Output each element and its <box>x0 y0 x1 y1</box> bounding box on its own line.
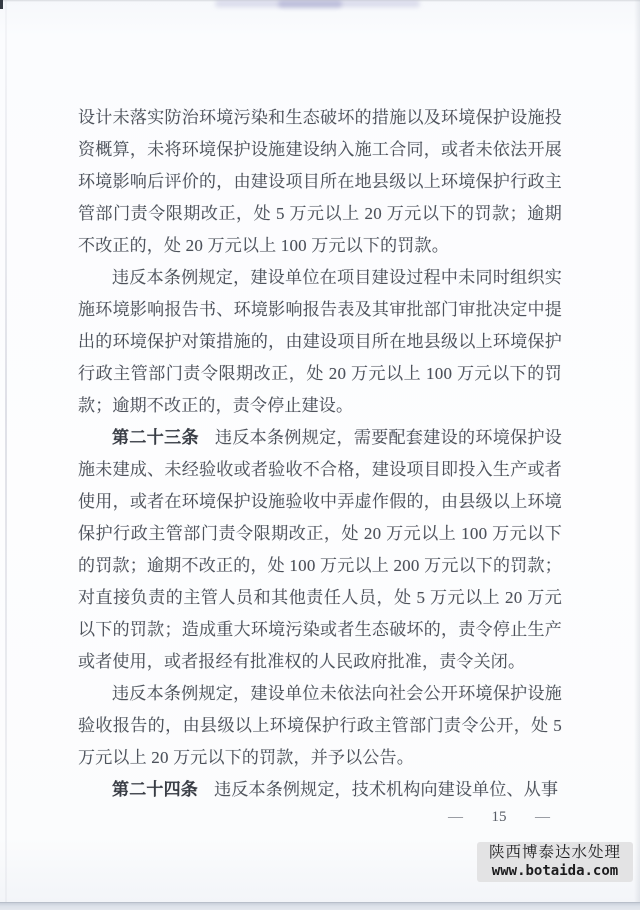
footer-dash-right: — <box>535 810 550 824</box>
paragraph-article-24 <box>78 774 562 806</box>
scan-bleedthrough-artifact <box>278 0 342 8</box>
article-number: 第二十四条 <box>112 780 198 799</box>
watermark-url: www.botaida.com <box>491 863 619 879</box>
paragraph-text: 违反本条例规定，建设单位未依法向社会公开环境保护设施验收报告的，由县级以上环境保护行政主管部门责令公开，处 5 万元以上 20 万元以下的罚款，并予以公告。 <box>78 684 562 767</box>
paragraph-article-23 <box>78 422 562 678</box>
paragraph-text: 违反本条例规定，技术机构向建设单位、从事 <box>214 780 559 799</box>
paragraph-text: 违反本条例规定，需要配套建设的环境保护设施未建成、未经验收或者验收不合格，建设项目即投入生产或者使用，或者在环境保护设施验收中弄虚作假的，由县级以上环境保护行政主管部门责令限期改正，处 20 万元以上 100 万元以下的罚款；逾期不改正的，处 100 万元以上 200 万元以下的罚款；对直接负责的主管人员和其他责任人员，处 5 万元以上 20 万元以下的罚款；造成重大环境污染或者生态破坏的，责令停止生产或者使用，或者报经有批准权的人民政府批准，责令关闭。 <box>78 428 563 671</box>
watermark-badge <box>477 842 633 882</box>
scan-right-edge-shadow <box>634 0 640 910</box>
article-number: 第二十三条 <box>112 428 199 447</box>
paragraph-text: 设计未落实防治环境污染和生态破坏的措施以及环境保护设施投资概算，未将环境保护设施建设纳入施工合同，或者未依法开展环境影响后评价的，由建设项目所在地县级以上环境保护行政主管部门责令限期改正，处 5 万元以上 20 万元以下的罚款；逾期不改正的，处 20 万元以上 100 万元以下的罚款。 <box>78 108 562 255</box>
scan-corner-artifact <box>0 0 3 9</box>
watermark-company-name: 陕西博泰达水处理 <box>488 844 621 861</box>
paragraph <box>78 262 562 422</box>
page-number: 15 <box>491 809 507 825</box>
document-body <box>78 102 562 806</box>
paragraph <box>78 678 562 774</box>
scan-bottom-edge <box>0 902 640 910</box>
page-footer <box>448 806 550 828</box>
paragraph-continuation <box>78 102 562 262</box>
paragraph-text: 违反本条例规定，建设单位在项目建设过程中未同时组织实施环境影响报告书、环境影响报告表及其审批部门审批决定中提出的环境保护对策措施的，由建设项目所在地县级以上环境保护行政主管部门责令限期改正，处 20 万元以上 100 万元以下的罚款；逾期不改正的，责令停止建设。 <box>78 268 562 415</box>
scan-fold-line <box>5 0 7 910</box>
footer-dash-left: — <box>448 810 463 824</box>
